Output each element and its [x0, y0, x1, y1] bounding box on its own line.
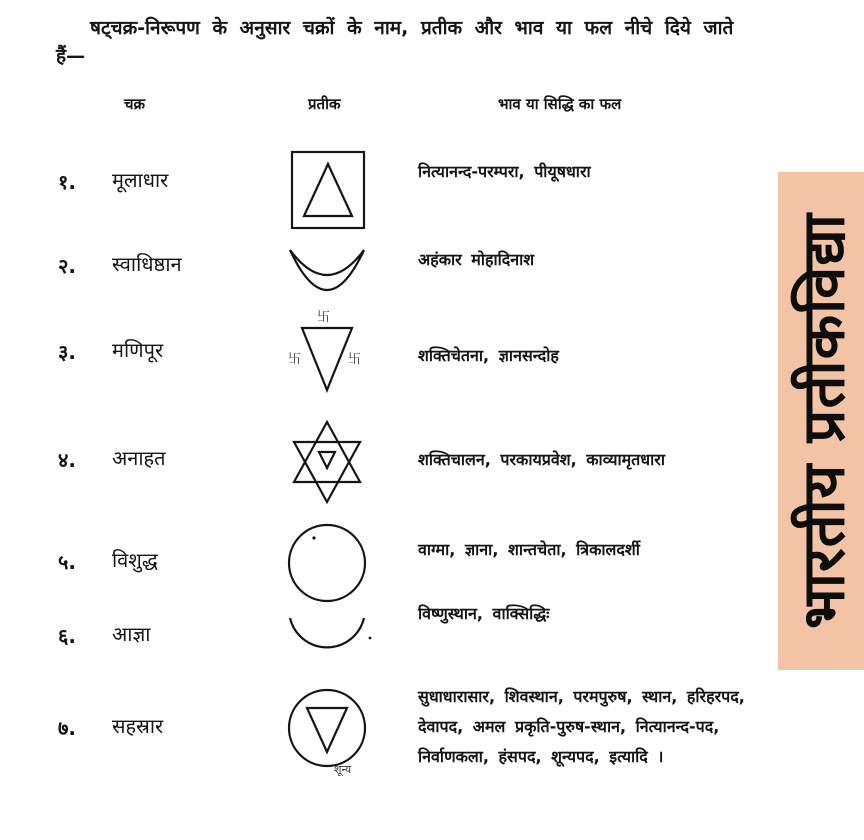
spine-title: भारतीय प्रतीकविद्या	[789, 213, 858, 629]
swastika-top-icon: 卐	[317, 310, 331, 325]
chakra-name: मूलाधार	[112, 168, 169, 192]
hexagram-icon	[282, 418, 372, 508]
chakra-number: १.	[58, 170, 76, 194]
swastika-right-icon: 卐	[348, 352, 362, 367]
chakra-number: ४.	[58, 448, 76, 472]
chakra-name: मणिपूर	[112, 338, 164, 362]
chakra-effect: शक्तिचालन, परकायप्रवेश, काव्यामृतधारा	[418, 450, 665, 469]
circle-triangle-icon	[282, 684, 372, 774]
chakra-name: स्वाधिष्ठान	[112, 252, 182, 276]
shunya-label: शून्य	[334, 763, 352, 776]
chakra-effect: सुधाधारासार, शिवस्थान, परमपुरुष, स्थान, हरिहरपद, देवापद, अमल प्रकृति-पुरुष-स्थान, नित्यानन्द-पद, निर्वाणकला, हंसपद, शून्यपद, इत्यादि ।	[418, 687, 745, 766]
chakra-name: विशुद्ध	[112, 548, 158, 572]
header-effect: भाव या सिद्धि का फल	[498, 95, 622, 113]
swastika-left-icon: 卐	[288, 352, 302, 367]
chakra-effect: अहंकार मोहादिनाश	[418, 250, 535, 269]
chakra-number: २.	[58, 254, 76, 278]
chakra-name: आज्ञा	[112, 622, 151, 646]
chakra-effect: वाग्मा, ज्ञाना, शान्तचेता, त्रिकालदर्शी	[418, 540, 640, 559]
chakra-number: ५.	[58, 550, 76, 574]
chakra-effect: विष्णुस्थान, वाक्सिद्धिः	[418, 604, 550, 623]
half-circle-icon	[282, 606, 372, 696]
chakra-number: ६.	[58, 624, 76, 648]
chakra-effect: नित्यानन्द-परम्परा, पीयूषधारा	[418, 162, 591, 181]
chakra-number: ७.	[58, 716, 76, 740]
header-chakra: चक्र	[124, 95, 146, 113]
intro-text: षट्चक्र-निरूपण के अनुसार चक्रों के नाम, प्रतीक और भाव या फल नीचे दिये जाते हैं—	[56, 17, 734, 67]
circle-icon	[282, 518, 372, 608]
chakra-effect: शक्तिचेतना, ज्ञानसन्दोह	[418, 346, 559, 365]
chakra-name: अनाहत	[112, 446, 166, 470]
header-symbol: प्रतीक	[308, 95, 341, 113]
square-triangle-icon	[282, 148, 372, 238]
chakra-number: ३.	[58, 340, 76, 364]
book-spine	[778, 172, 864, 670]
chakra-name: सहस्रार	[112, 714, 164, 738]
